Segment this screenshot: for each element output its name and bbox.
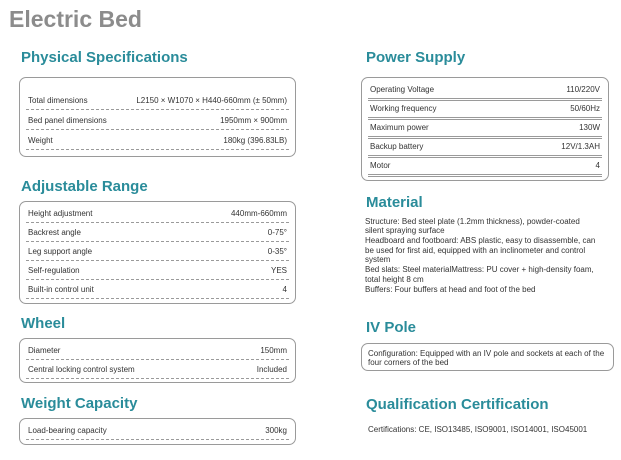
range-row-control-unit — [26, 280, 289, 299]
range-value: 440mm-660mm — [230, 209, 287, 218]
material-line: total height 8 cm — [365, 275, 424, 284]
physical-specifications-heading: Physical Specifications — [21, 49, 188, 66]
weight-capacity-heading: Weight Capacity — [21, 395, 138, 412]
power-row-battery — [368, 137, 602, 158]
qualification-heading: Qualification Certification — [366, 396, 549, 413]
range-label: Built-in control unit — [28, 285, 94, 294]
iv-pole-box — [361, 343, 614, 371]
power-label: Operating Voltage — [370, 85, 435, 94]
spec-row-weight — [26, 131, 289, 150]
adjustable-range-heading: Adjustable Range — [21, 178, 148, 195]
power-value: 110/220V — [566, 85, 600, 94]
iv-pole-line: four corners of the bed — [368, 358, 449, 367]
range-row-backrest — [26, 223, 289, 242]
spec-row-bed-panel — [26, 111, 289, 130]
range-label: Backrest angle — [28, 228, 81, 237]
power-supply-heading: Power Supply — [366, 49, 466, 66]
spec-label: Total dimensions — [28, 96, 88, 105]
wheel-row-diameter — [26, 341, 289, 360]
range-value: 0-35° — [267, 247, 287, 256]
material-line: Bed slats: Steel materialMattress: PU cover + high-density foam, — [365, 265, 594, 274]
power-value: 50/60Hz — [570, 104, 600, 113]
power-row-max-power — [368, 118, 602, 139]
power-supply-box — [361, 77, 609, 181]
capacity-label: Load-bearing capacity — [28, 426, 107, 435]
material-heading: Material — [366, 194, 423, 211]
power-label: Maximum power — [370, 123, 429, 132]
material-line: Buffers: Four buffers at head and foot of the bed — [365, 285, 536, 294]
range-label: Self-regulation — [28, 266, 80, 275]
power-row-frequency — [368, 99, 602, 120]
spec-label: Bed panel dimensions — [28, 116, 107, 125]
wheel-value: 150mm — [260, 346, 287, 355]
range-label: Leg support angle — [28, 247, 93, 256]
wheel-row-locking — [26, 360, 289, 379]
material-line: system — [365, 255, 391, 264]
power-value: 12V/1.3AH — [561, 142, 600, 151]
range-value: 4 — [282, 285, 287, 294]
physical-specifications-box — [19, 77, 296, 157]
range-label: Height adjustment — [28, 209, 93, 218]
spec-value: 180kg (396.83LB) — [223, 136, 287, 145]
material-line: Structure: Bed steel plate (1.2mm thickness), powder-coated — [365, 217, 580, 226]
adjustable-range-box — [19, 201, 296, 304]
power-value: 130W — [579, 123, 600, 132]
range-row-self-regulation — [26, 261, 289, 280]
capacity-value: 300kg — [265, 426, 287, 435]
spec-row-total-dimensions — [26, 91, 289, 110]
range-value: YES — [270, 266, 287, 275]
spec-value: L2150 × W1070 × H440-660mm (± 50mm) — [136, 96, 287, 105]
page-title: Electric Bed — [9, 6, 142, 32]
iv-pole-heading: IV Pole — [366, 319, 417, 336]
capacity-row-load — [26, 421, 289, 440]
power-value: 4 — [595, 161, 600, 170]
range-row-leg-support — [26, 242, 289, 261]
wheel-value: Included — [256, 365, 287, 374]
spec-label: Weight — [28, 136, 53, 145]
range-value: 0-75° — [267, 228, 287, 237]
material-line: silent spraying surface — [365, 226, 445, 235]
iv-pole-line: Configuration: Equipped with an IV pole and sockets at each of the — [368, 349, 605, 358]
power-row-motor — [368, 156, 602, 177]
power-label: Working frequency — [370, 104, 437, 113]
power-label: Backup battery — [370, 142, 424, 151]
wheel-label: Diameter — [28, 346, 61, 355]
wheel-box — [19, 338, 296, 383]
spec-value: 1950mm × 900mm — [220, 116, 287, 125]
weight-capacity-box — [19, 418, 296, 445]
material-line: Headboard and footboard: ABS plastic, easy to disassemble, can — [365, 236, 596, 245]
material-line: be used for first aid, equipped with an inclinometer and control — [365, 246, 586, 255]
wheel-label: Central locking control system — [28, 365, 135, 374]
range-row-height — [26, 204, 289, 223]
power-label: Motor — [370, 161, 391, 170]
power-row-voltage — [368, 80, 602, 101]
wheel-heading: Wheel — [21, 315, 66, 332]
certifications-text: Certifications: CE, ISO13485, ISO9001, ISO14001, ISO45001 — [368, 425, 588, 434]
